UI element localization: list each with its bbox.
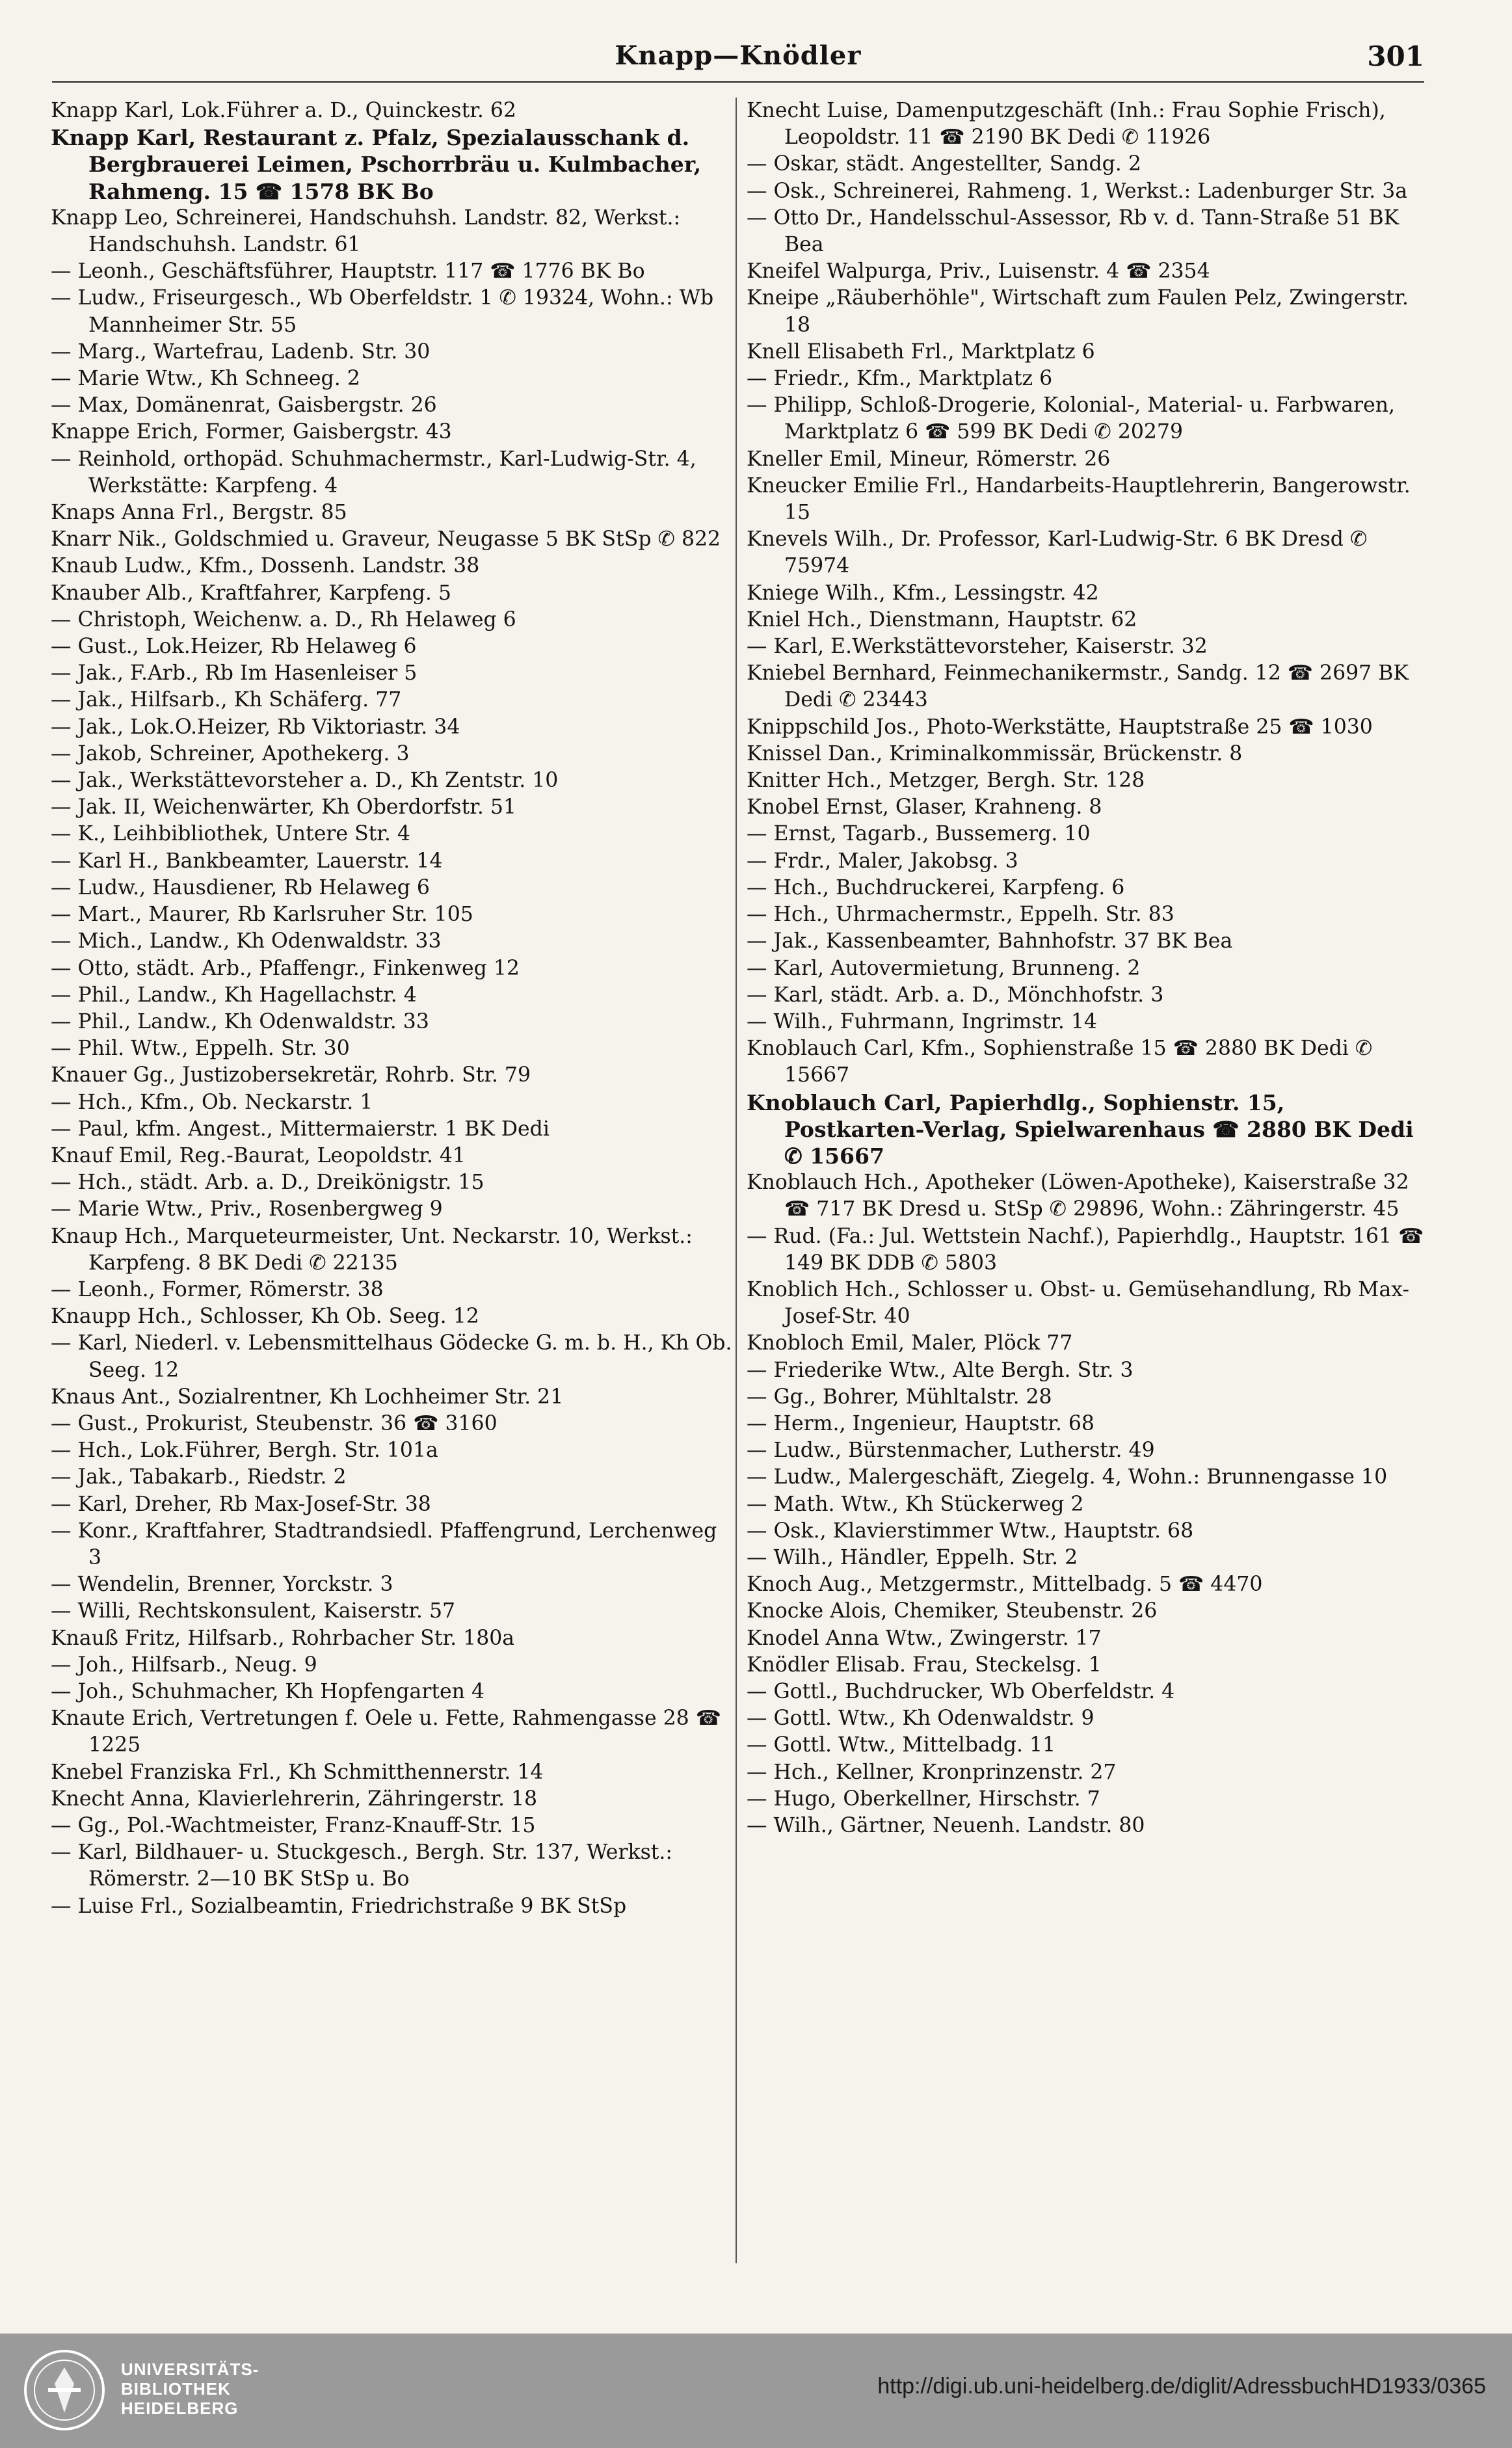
library-name-line1: UNIVERSITÄTS- <box>121 2360 259 2379</box>
directory-entry: Knecht Luise, Damenputzgeschäft (Inh.: Frau Sophie Frisch), Leopoldstr. 11 ☎ 2190 BK Dedi ✆ 11926 <box>747 99 1386 150</box>
directory-entry: — Willi, Rechtskonsulent, Kaiserstr. 57 <box>51 1599 456 1623</box>
directory-entry: — Phil., Landw., Kh Odenwaldstr. 33 <box>51 1009 429 1033</box>
directory-entry: Kniege Wilh., Kfm., Lessingstr. 42 <box>747 581 1099 605</box>
page-number: 301 <box>1367 40 1424 72</box>
directory-entry: — Joh., Hilfsarb., Neug. 9 <box>51 1653 317 1677</box>
directory-entry: Knoch Aug., Metzgermstr., Mittelbadg. 5 ☎ 4470 <box>747 1573 1263 1597</box>
directory-entry: — Gust., Prokurist, Steubenstr. 36 ☎ 3160 <box>51 1411 497 1435</box>
directory-entry: — Wilh., Händler, Eppelh. Str. 2 <box>747 1545 1078 1569</box>
directory-entry: Knarr Nik., Goldschmied u. Graveur, Neugasse 5 BK StSp ✆ 822 <box>51 527 721 552</box>
directory-entry: — Marie Wtw., Kh Schneeg. 2 <box>51 367 360 391</box>
directory-entry: — Ludw., Malergeschäft, Ziegelg. 4, Wohn.: Brunnengasse 10 <box>747 1465 1388 1489</box>
directory-entry: Knebel Franziska Frl., Kh Schmitthennerstr. 14 <box>51 1760 544 1784</box>
directory-entry: — Jak., Hilfsarb., Kh Schäferg. 77 <box>51 688 402 712</box>
directory-entry: Knevels Wilh., Dr. Professor, Karl-Ludwig-Str. 6 BK Dresd ✆ 75974 <box>747 527 1368 578</box>
left-column <box>51 98 732 2270</box>
directory-entry: — Jak., Lok.O.Heizer, Rb Viktoriastr. 34 <box>51 715 460 739</box>
directory-entry: — Math. Wtw., Kh Stückerweg 2 <box>747 1492 1084 1516</box>
directory-entry: Knocke Alois, Chemiker, Steubenstr. 26 <box>747 1599 1158 1623</box>
directory-entry: — Reinhold, orthopäd. Schuhmachermstr., Karl-Ludwig-Str. 4, Werkstätte: Karpfeng. 4 <box>51 447 696 498</box>
directory-entry: — Ludw., Hausdiener, Rb Helaweg 6 <box>51 875 430 899</box>
library-name-line2: BIBLIOTHEK <box>121 2379 231 2399</box>
directory-entry: — Philipp, Schloß-Drogerie, Kolonial-, Material- u. Farbwaren, Marktplatz 6 ☎ 599 BK Dedi ✆ 20279 <box>747 393 1396 444</box>
directory-entry: Kneller Emil, Mineur, Römerstr. 26 <box>747 447 1111 471</box>
directory-entry: Knauß Fritz, Hilfsarb., Rohrbacher Str. 180a <box>51 1626 515 1650</box>
header-rule <box>52 81 1424 83</box>
directory-entry: Kneipe „Räuberhöhle", Wirtschaft zum Faulen Pelz, Zwingerstr. 18 <box>747 286 1409 337</box>
directory-entry: — Konr., Kraftfahrer, Stadtrandsiedl. Pfaffengrund, Lerchenweg 3 <box>51 1519 717 1569</box>
directory-entry: — Jak., Werkstättevorsteher a. D., Kh Zentstr. 10 <box>51 769 559 793</box>
directory-entry: Knaupp Hch., Schlosser, Kh Ob. Seeg. 12 <box>51 1305 479 1329</box>
directory-entry: — Paul, kfm. Angest., Mittermaierstr. 1 BK Dedi <box>51 1117 550 1141</box>
running-head: Knapp—Knödler <box>615 40 862 71</box>
directory-entry: Knoblauch Carl, Kfm., Sophienstraße 15 ☎ 2880 BK Dedi ✆ 15667 <box>747 1037 1373 1087</box>
directory-entry: Knaub Ludw., Kfm., Dossenh. Landstr. 38 <box>51 554 480 578</box>
directory-entry: Knodel Anna Wtw., Zwingerstr. 17 <box>747 1626 1102 1650</box>
directory-entry: — Wilh., Fuhrmann, Ingrimstr. 14 <box>747 1009 1097 1033</box>
directory-entry: — Hch., Kellner, Kronprinzenstr. 27 <box>747 1760 1117 1784</box>
source-url-link[interactable]: http://digi.ub.uni-heidelberg.de/diglit/AdressbuchHD1933/0365 <box>877 2374 1486 2399</box>
directory-entry: Kneucker Emilie Frl., Handarbeits-Hauptlehrerin, Bangerowstr. 15 <box>747 473 1411 525</box>
directory-entry: Knippschild Jos., Photo-Werkstätte, Hauptstraße 25 ☎ 1030 <box>747 715 1373 739</box>
directory-entry: — Jak., F.Arb., Rb Im Hasenleiser 5 <box>51 661 418 685</box>
directory-entry: Kneifel Walpurga, Priv., Luisenstr. 4 ☎ 2354 <box>747 259 1210 284</box>
directory-entry: — Phil., Landw., Kh Hagellachstr. 4 <box>51 983 417 1007</box>
library-name-line3: HEIDELBERG <box>121 2399 239 2418</box>
directory-entry: — Jak. II, Weichenwärter, Kh Oberdorfstr. 51 <box>51 795 516 819</box>
directory-entry: — Gust., Lok.Heizer, Rb Helaweg 6 <box>51 635 417 659</box>
directory-entry: — Friedr., Kfm., Marktplatz 6 <box>747 367 1053 391</box>
directory-entry: — Gottl. Wtw., Mittelbadg. 11 <box>747 1733 1056 1757</box>
right-column <box>747 98 1428 2270</box>
library-seal-icon <box>22 2348 107 2432</box>
directory-entry: — K., Leihbibliothek, Untere Str. 4 <box>51 822 410 846</box>
directory-entry: Knapp Karl, Lok.Führer a. D., Quinckestr. 62 <box>51 99 516 122</box>
directory-entry: Knauer Gg., Justizobersekretär, Rohrb. Str. 79 <box>51 1063 531 1087</box>
directory-entry: — Osk., Schreinerei, Rahmeng. 1, Werkst.: Ladenburger Str. 3a <box>747 179 1408 203</box>
directory-entry: Knaup Hch., Marqueteurmeister, Unt. Neckarstr. 10, Werkst.: Karpfeng. 8 BK Dedi ✆ 22135 <box>51 1224 693 1275</box>
directory-entry: Knissel Dan., Kriminalkommissär, Brückenstr. 8 <box>747 741 1243 765</box>
directory-entry: — Oskar, städt. Angestellter, Sandg. 2 <box>747 152 1141 176</box>
directory-entry: Knoblich Hch., Schlosser u. Obst- u. Gemüsehandlung, Rb Max-Josef-Str. 40 <box>747 1277 1410 1329</box>
directory-entry: — Karl, E.Werkstättevorsteher, Kaiserstr. 32 <box>747 635 1208 659</box>
directory-entry: — Karl, städt. Arb. a. D., Mönchhofstr. 3 <box>747 983 1164 1007</box>
directory-entry: Knaute Erich, Vertretungen f. Oele u. Fette, Rahmengasse 28 ☎ 1225 <box>51 1707 721 1757</box>
column-divider <box>736 98 737 2263</box>
directory-entry: — Gottl. Wtw., Kh Odenwaldstr. 9 <box>747 1707 1094 1731</box>
footer-bar <box>0 2334 1512 2448</box>
directory-entry: Knödler Elisab. Frau, Steckelsg. 1 <box>747 1653 1102 1677</box>
directory-entry: Kniel Hch., Dienstmann, Hauptstr. 62 <box>747 607 1137 632</box>
directory-entry: — Frdr., Maler, Jakobsg. 3 <box>747 849 1018 873</box>
directory-entry: Knappe Erich, Former, Gaisbergstr. 43 <box>51 420 452 444</box>
directory-entry: Knauber Alb., Kraftfahrer, Karpfeng. 5 <box>51 581 451 605</box>
directory-entry: Knauf Emil, Reg.-Baurat, Leopoldstr. 41 <box>51 1143 466 1167</box>
page-header <box>52 40 1424 79</box>
directory-entry: Knaus Ant., Sozialrentner, Kh Lochheimer Str. 21 <box>51 1385 564 1409</box>
directory-entry: — Herm., Ingenieur, Hauptstr. 68 <box>747 1411 1094 1435</box>
directory-entry: Knapp Karl, Restaurant z. Pfalz, Spezialausschank d. Bergbrauerei Leimen, Pschorrbräu u. Kulmbacher, Rahmeng. 15 ☎ 1578 BK Bo <box>51 125 702 204</box>
directory-entry: — Wendelin, Brenner, Yorckstr. 3 <box>51 1573 393 1597</box>
directory-entry: — Joh., Schuhmacher, Kh Hopfengarten 4 <box>51 1679 485 1703</box>
directory-entry: — Phil. Wtw., Eppelh. Str. 30 <box>51 1037 350 1061</box>
directory-entry: — Gg., Pol.-Wachtmeister, Franz-Knauff-Str. 15 <box>51 1814 536 1837</box>
directory-entry: — Karl, Bildhauer- u. Stuckgesch., Bergh. Str. 137, Werkst.: Römerstr. 2—10 BK StSp u. Bo <box>51 1841 673 1891</box>
library-name[interactable] <box>121 2360 259 2418</box>
directory-entry: — Mich., Landw., Kh Odenwaldstr. 33 <box>51 929 442 953</box>
directory-entry: Knitter Hch., Metzger, Bergh. Str. 128 <box>747 769 1145 793</box>
directory-entry: — Hch., Uhrmachermstr., Eppelh. Str. 83 <box>747 903 1174 927</box>
directory-entry: — Luise Frl., Sozialbeamtin, Friedrichstraße 9 BK StSp <box>51 1894 627 1918</box>
directory-entry: Knobel Ernst, Glaser, Krahneng. 8 <box>747 795 1102 819</box>
directory-entry: — Karl H., Bankbeamter, Lauerstr. 14 <box>51 849 443 873</box>
directory-entry: — Gottl., Buchdrucker, Wb Oberfeldstr. 4 <box>747 1679 1175 1703</box>
directory-entry: — Karl, Dreher, Rb Max-Josef-Str. 38 <box>51 1492 431 1516</box>
directory-entry: Knaps Anna Frl., Bergstr. 85 <box>51 501 347 525</box>
directory-entry: Knapp Leo, Schreinerei, Handschuhsh. Landstr. 82, Werkst.: Handschuhsh. Landstr. 61 <box>51 206 681 257</box>
directory-entry: — Wilh., Gärtner, Neuenh. Landstr. 80 <box>747 1814 1145 1837</box>
directory-entry: — Rud. (Fa.: Jul. Wettstein Nachf.), Papierhdlg., Hauptstr. 161 ☎ 149 BK DDB ✆ 5803 <box>747 1224 1424 1275</box>
directory-entry: Knell Elisabeth Frl., Marktplatz 6 <box>747 339 1095 364</box>
directory-entry: — Max, Domänenrat, Gaisbergstr. 26 <box>51 393 437 418</box>
directory-entry: Knoblauch Hch., Apotheker (Löwen-Apotheke), Kaiserstraße 32 ☎ 717 BK Dresd u. StSp ✆ 29896, Wohn.: Zähringerstr. 45 <box>747 1171 1409 1221</box>
directory-entry: — Ernst, Tagarb., Bussemerg. 10 <box>747 822 1091 846</box>
directory-entry: — Leonh., Geschäftsführer, Hauptstr. 117 ☎ 1776 BK Bo <box>51 259 645 284</box>
directory-entry: — Gg., Bohrer, Mühltalstr. 28 <box>747 1385 1052 1409</box>
directory-entry: — Mart., Maurer, Rb Karlsruher Str. 105 <box>51 903 473 927</box>
directory-entry: — Jak., Kassenbeamter, Bahnhofstr. 37 BK Bea <box>747 929 1233 953</box>
directory-entry: — Karl, Niederl. v. Lebensmittelhaus Gödecke G. m. b. H., Kh Ob. Seeg. 12 <box>51 1331 732 1382</box>
directory-entry: — Osk., Klavierstimmer Wtw., Hauptstr. 68 <box>747 1519 1194 1543</box>
directory-entry: — Karl, Autovermietung, Brunneng. 2 <box>747 956 1141 980</box>
directory-entry: — Marg., Wartefrau, Ladenb. Str. 30 <box>51 339 431 364</box>
directory-entry: — Otto Dr., Handelsschul-Assessor, Rb v. d. Tann-Straße 51 BK Bea <box>747 206 1399 257</box>
directory-entry: — Jak., Tabakarb., Riedstr. 2 <box>51 1465 347 1489</box>
directory-entry: — Hch., Lok.Führer, Bergh. Str. 101a <box>51 1439 438 1463</box>
directory-entry: — Friederike Wtw., Alte Bergh. Str. 3 <box>747 1358 1134 1382</box>
directory-entry: — Christoph, Weichenw. a. D., Rh Helaweg 6 <box>51 607 516 632</box>
directory-entry: Kniebel Bernhard, Feinmechanikermstr., Sandg. 12 ☎ 2697 BK Dedi ✆ 23443 <box>747 661 1409 712</box>
directory-entry: Knobloch Emil, Maler, Plöck 77 <box>747 1331 1073 1355</box>
directory-entry: — Hch., städt. Arb. a. D., Dreikönigstr. 15 <box>51 1171 484 1195</box>
directory-entry: — Ludw., Friseurgesch., Wb Oberfeldstr. 1 ✆ 19324, Wohn.: Wb Mannheimer Str. 55 <box>51 286 714 337</box>
directory-entry: Knoblauch Carl, Papierhdlg., Sophienstr. 15, Postkarten-Verlag, Spielwarenhaus ☎ 2880 BK Dedi ✆ 15667 <box>747 1089 1414 1169</box>
directory-entry: — Otto, städt. Arb., Pfaffengr., Finkenweg 12 <box>51 956 520 980</box>
directory-entry: — Leonh., Former, Römerstr. 38 <box>51 1277 384 1301</box>
directory-entry: — Marie Wtw., Priv., Rosenbergweg 9 <box>51 1197 443 1221</box>
directory-entry: — Ludw., Bürstenmacher, Lutherstr. 49 <box>747 1439 1155 1463</box>
directory-entry: — Jakob, Schreiner, Apothekerg. 3 <box>51 741 410 765</box>
directory-entry: Knecht Anna, Klavierlehrerin, Zähringerstr. 18 <box>51 1787 538 1811</box>
directory-entry: — Hch., Buchdruckerei, Karpfeng. 6 <box>747 875 1125 899</box>
directory-entry: — Hch., Kfm., Ob. Neckarstr. 1 <box>51 1090 373 1114</box>
directory-entry: — Hugo, Oberkellner, Hirschstr. 7 <box>747 1787 1100 1811</box>
